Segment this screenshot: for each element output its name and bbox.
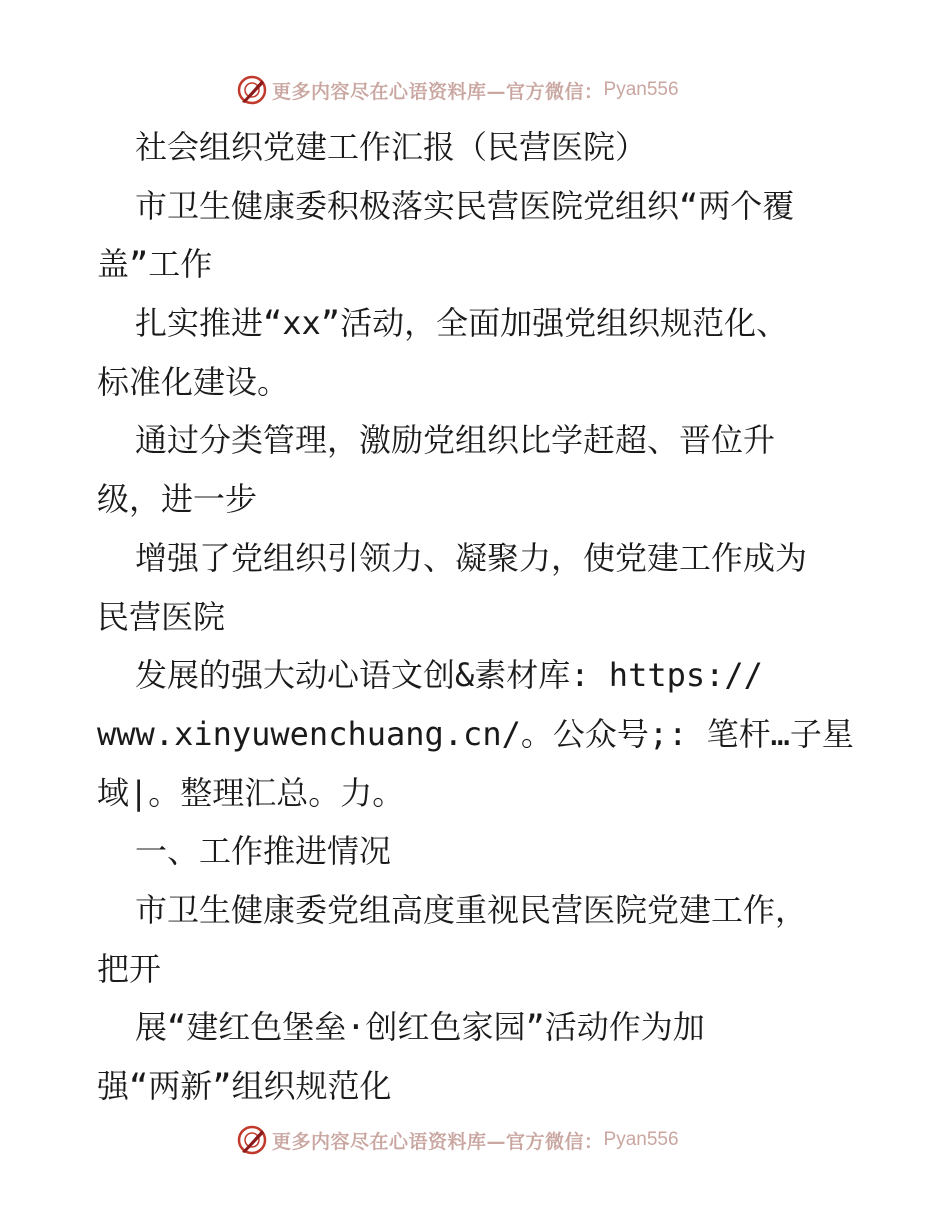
- paragraph-line: 通过分类管理，激励党组织比学赶超、晋位升: [135, 421, 776, 460]
- paragraph-line: 级，进一步: [97, 480, 258, 519]
- paragraph-line: 增强了党组织引领力、凝聚力，使党建工作成为: [135, 538, 808, 577]
- watermark-text: 更多内容尽在心语资料库—官方微信：: [272, 80, 604, 103]
- paragraph-line: 标准化建设。: [97, 362, 290, 401]
- paragraph-line: 展“建红色堡垒·创红色家园”活动作为加: [135, 1008, 705, 1047]
- section-heading: 一、工作推进情况: [135, 832, 392, 871]
- paragraph-line: 强“两新”组织规范化: [97, 1067, 392, 1105]
- paragraph-line: 扎实推进“xx”活动，全面加强党组织规范化、: [135, 304, 789, 343]
- report-body: [97, 118, 897, 1116]
- header-watermark: [236, 74, 679, 106]
- paragraph-line: 把开: [97, 949, 162, 988]
- paragraph-line: www.xinyuwenchuang.cn/。公众号;: 笔杆…子星: [97, 714, 854, 753]
- quill-logo-icon: [236, 74, 268, 106]
- watermark-text: 更多内容尽在心语资料库—官方微信：: [272, 1130, 604, 1153]
- paragraph-line: 市卫生健康委党组高度重视民营医院党建工作，: [135, 890, 808, 929]
- watermark-wechat-id: Pyan556: [603, 79, 679, 100]
- watermark-wechat-id: Pyan556: [603, 1129, 679, 1150]
- paragraph-line: 盖”工作: [97, 245, 213, 284]
- paragraph-line: 市卫生健康委积极落实民营医院党组织“两个覆: [135, 186, 795, 225]
- paragraph-line: 民营医院: [97, 597, 226, 636]
- paragraph-line: 发展的强大动心语文创&素材库: https://: [135, 656, 763, 695]
- report-title: 社会组织党建工作汇报（民营医院）: [135, 128, 648, 166]
- quill-logo-icon: [236, 1124, 268, 1156]
- paragraph-line: 域|。整理汇总。力。: [97, 773, 405, 812]
- footer-watermark: [236, 1124, 679, 1156]
